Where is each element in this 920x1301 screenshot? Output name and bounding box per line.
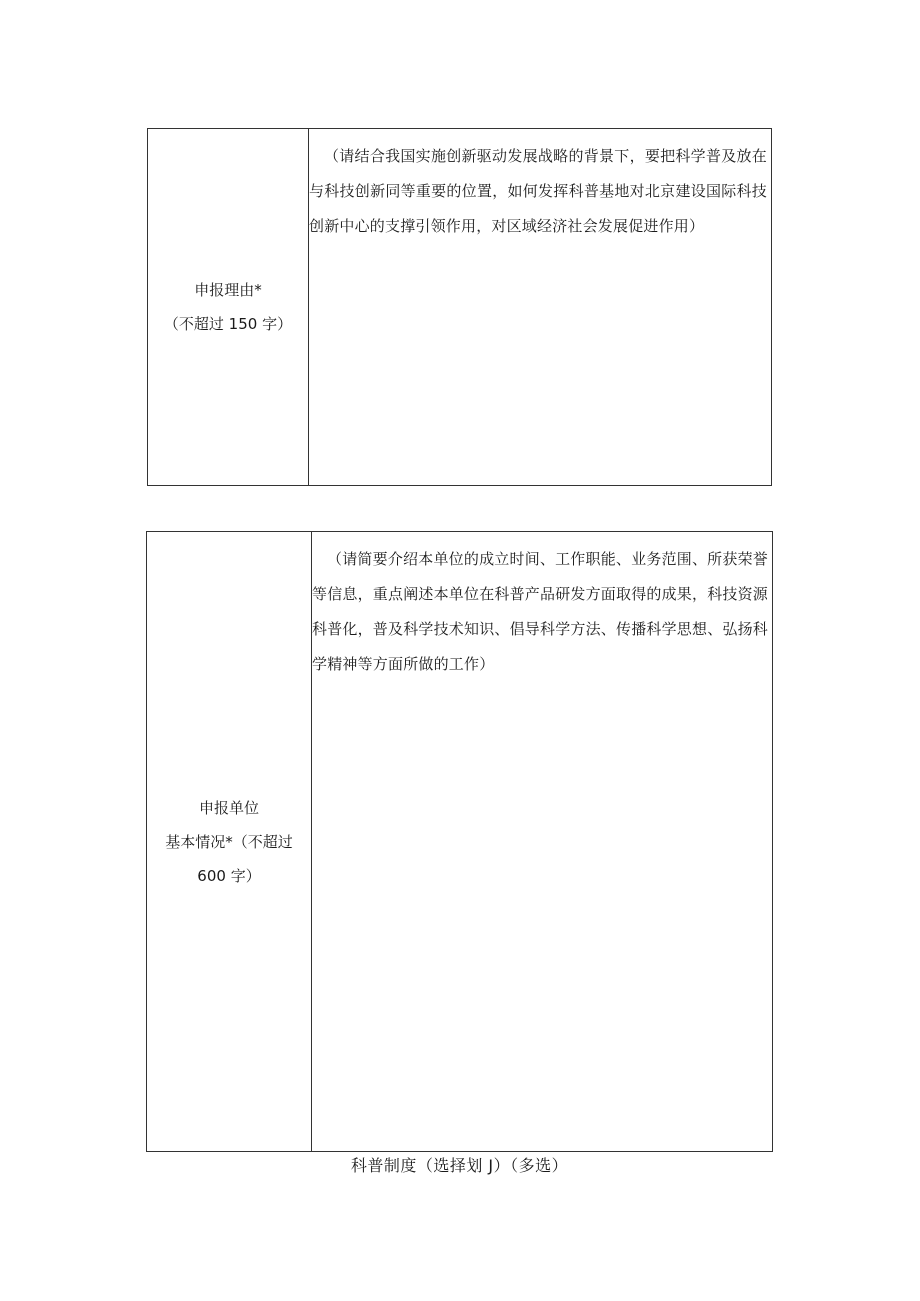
application-reason-table	[147, 128, 772, 486]
application-reason-limit: （不超过 150 字）	[163, 315, 293, 333]
application-reason-field[interactable]	[309, 129, 771, 485]
application-reason-instruction: （请结合我国实施创新驱动发展战略的背景下，要把科学普及放在与科技创新同等重要的位置，如何发挥科普基地对北京建设国际科技创新中心的支撑引领作用，对区域经济社会发展促进作用）	[309, 147, 767, 235]
science-system-caption: 科普制度（选择划 J）（多选）	[350, 1156, 569, 1175]
application-reason-label: 申报理由*	[194, 281, 262, 299]
unit-info-label-cell	[147, 532, 312, 1151]
unit-info-field[interactable]	[312, 532, 772, 1151]
unit-info-instruction: （请简要介绍本单位的成立时间、工作职能、业务范围、所获荣誉等信息，重点阐述本单位在科普产品研发方面取得的成果，科技资源科普化，普及科学技术知识、倡导科学方法、传播科学思想、弘扬科学精神等方面所做的工作）	[312, 550, 769, 673]
application-reason-label-cell	[148, 129, 309, 485]
unit-info-label-line2: 基本情况*（不超过	[165, 832, 293, 851]
unit-info-table	[146, 531, 773, 1152]
unit-info-label-line3: 600 字）	[197, 866, 261, 885]
unit-info-label-line1: 申报单位	[198, 798, 259, 817]
